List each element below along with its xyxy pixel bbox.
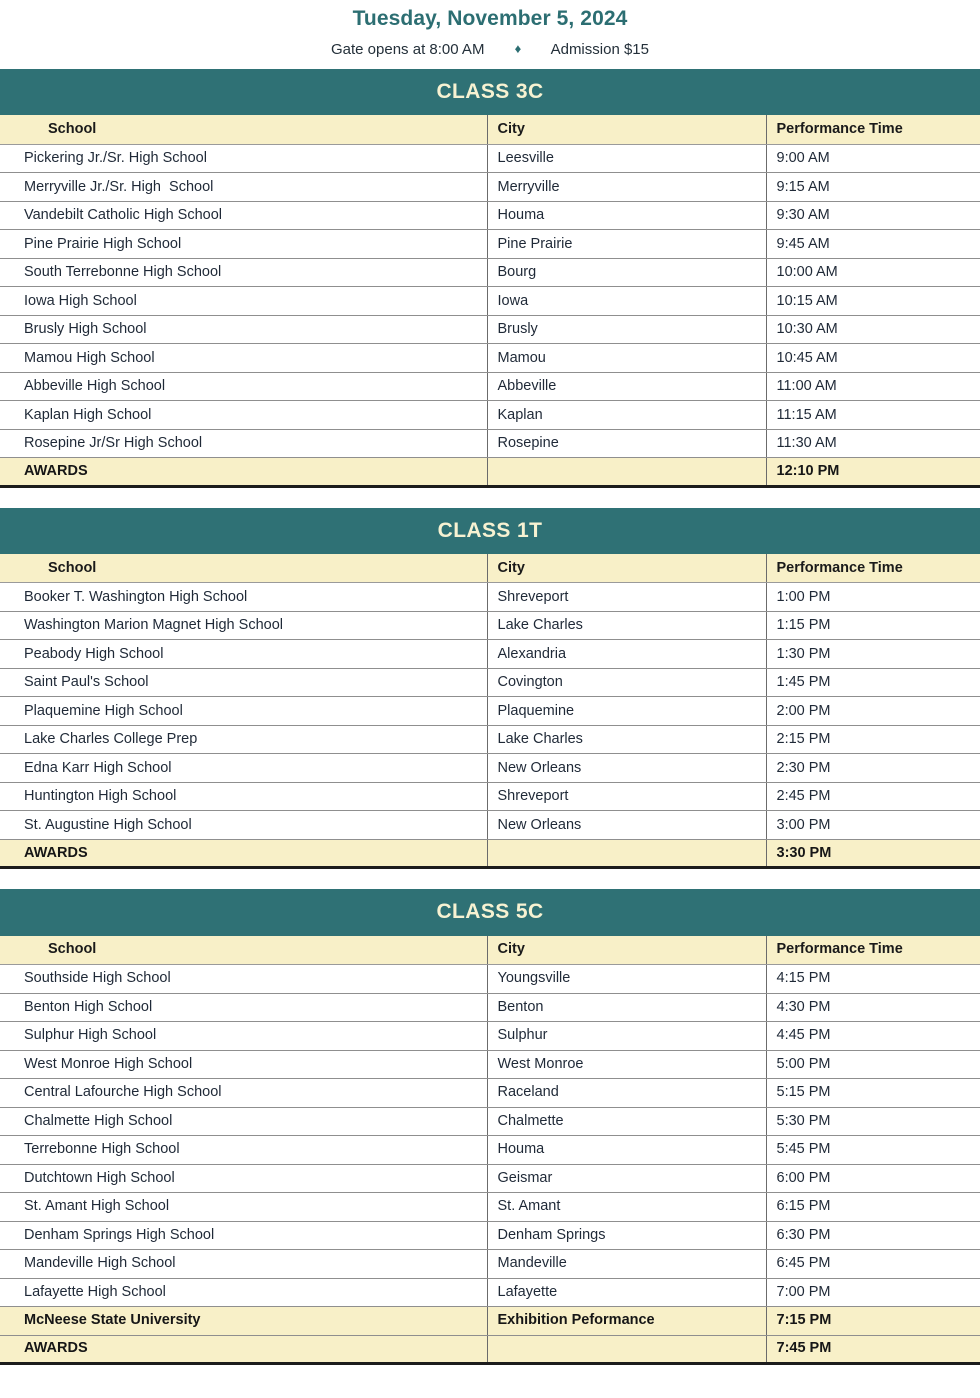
cell-performance-time (766, 1335, 980, 1364)
cell-city (487, 965, 766, 994)
column-header-city (487, 115, 766, 144)
cell-school (0, 583, 487, 612)
cell-performance-time-text: 3:00 PM (776, 816, 831, 833)
cell-city (487, 429, 766, 458)
cell-city (487, 1022, 766, 1051)
class-section (0, 69, 980, 488)
cell-school-text: McNeese State University (24, 1312, 201, 1329)
table-row (0, 640, 980, 669)
cell-performance-time-text: 10:00 AM (776, 264, 838, 281)
cell-performance-time-text: 2:00 PM (776, 702, 831, 719)
cell-school (0, 315, 487, 344)
cell-city (487, 668, 766, 697)
cell-performance-time (766, 668, 980, 697)
table-row (0, 429, 980, 458)
column-header-city-label: City (497, 121, 525, 138)
cell-performance-time (766, 1221, 980, 1250)
cell-city (487, 230, 766, 259)
gate-open-info: Gate opens at 8:00 AM (331, 41, 485, 59)
cell-performance-time (766, 725, 980, 754)
cell-performance-time (766, 1278, 980, 1307)
cell-school-text: Pine Prairie High School (24, 235, 182, 252)
cell-school-text: Mamou High School (24, 349, 155, 366)
column-header-performance-time-label: Performance Time (776, 121, 903, 138)
table-row (0, 173, 980, 202)
cell-school (0, 1022, 487, 1051)
cell-city (487, 839, 766, 868)
table-row (0, 811, 980, 840)
cell-performance-time-text: 6:15 PM (776, 1198, 831, 1215)
cell-school-text: Southside High School (24, 970, 171, 987)
column-header-school-label: School (48, 941, 97, 958)
cell-performance-time-text: 2:45 PM (776, 788, 831, 805)
column-header-school (0, 554, 487, 583)
cell-performance-time-text: 1:00 PM (776, 588, 831, 605)
cell-performance-time (766, 429, 980, 458)
cell-performance-time (766, 230, 980, 259)
column-header-performance-time-label: Performance Time (776, 559, 903, 576)
cell-school (0, 1107, 487, 1136)
cell-city (487, 201, 766, 230)
cell-school-text: Merryville Jr./Sr. High School (24, 178, 214, 195)
column-header-school (0, 936, 487, 965)
cell-school-text: Iowa High School (24, 292, 137, 309)
cell-performance-time (766, 583, 980, 612)
cell-city (487, 401, 766, 430)
cell-school-text: Benton High School (24, 998, 153, 1015)
column-header-city-label: City (497, 941, 525, 958)
table-row (0, 1221, 980, 1250)
cell-performance-time-text: 9:00 AM (776, 150, 830, 167)
cell-performance-time (766, 1307, 980, 1336)
table-row (0, 839, 980, 868)
cell-school (0, 697, 487, 726)
cell-performance-time (766, 287, 980, 316)
cell-performance-time (766, 1164, 980, 1193)
cell-performance-time (766, 1022, 980, 1051)
table-row (0, 1193, 980, 1222)
column-header-school (0, 115, 487, 144)
cell-city-text: West Monroe (497, 1055, 584, 1072)
cell-city (487, 287, 766, 316)
cell-performance-time (766, 1193, 980, 1222)
cell-city-text: Plaquemine (497, 702, 575, 719)
table-row (0, 1079, 980, 1108)
cell-performance-time-text: 10:15 AM (776, 292, 838, 309)
cell-school-text: Saint Paul's School (24, 674, 149, 691)
table-row (0, 1107, 980, 1136)
table-row (0, 1278, 980, 1307)
cell-city (487, 1164, 766, 1193)
diamond-separator-icon: ♦ (514, 41, 522, 57)
cell-city-text: Geismar (497, 1169, 553, 1186)
cell-city (487, 1193, 766, 1222)
cell-performance-time-text: 1:45 PM (776, 674, 831, 691)
cell-performance-time-text: 6:30 PM (776, 1226, 831, 1243)
cell-performance-time-text: 12:10 PM (776, 463, 840, 480)
cell-school-text: Washington Marion Magnet High School (24, 617, 283, 634)
cell-performance-time-text: 6:00 PM (776, 1169, 831, 1186)
cell-city-text: Kaplan (497, 406, 543, 423)
schedule-table (0, 936, 980, 1366)
cell-performance-time-text: 9:15 AM (776, 178, 830, 195)
cell-performance-time (766, 1050, 980, 1079)
table-row (0, 1022, 980, 1051)
cell-city-text: Covington (497, 674, 563, 691)
cell-school-text: Dutchtown High School (24, 1169, 175, 1186)
table-row (0, 583, 980, 612)
table-row (0, 315, 980, 344)
cell-city-text: Iowa (497, 292, 529, 309)
cell-school (0, 230, 487, 259)
cell-city (487, 1050, 766, 1079)
cell-performance-time (766, 1107, 980, 1136)
cell-school (0, 640, 487, 669)
cell-performance-time-text: 7:15 PM (776, 1312, 832, 1329)
cell-city (487, 1250, 766, 1279)
class-title-banner: CLASS 3C (0, 69, 980, 115)
table-row (0, 782, 980, 811)
cell-school (0, 1307, 487, 1336)
table-row (0, 258, 980, 287)
cell-performance-time (766, 640, 980, 669)
cell-city-text: Lafayette (497, 1283, 558, 1300)
cell-school-text: Huntington High School (24, 788, 177, 805)
cell-school-text: Edna Karr High School (24, 759, 172, 776)
cell-city (487, 1278, 766, 1307)
cell-city-text: Denham Springs (497, 1226, 606, 1243)
cell-school-text: Booker T. Washington High School (24, 588, 248, 605)
cell-city (487, 1221, 766, 1250)
cell-city-text: Merryville (497, 178, 560, 195)
cell-city-text: Houma (497, 1141, 545, 1158)
cell-city (487, 640, 766, 669)
column-header-city (487, 554, 766, 583)
cell-city-text: New Orleans (497, 816, 582, 833)
cell-city (487, 1335, 766, 1364)
cell-city (487, 583, 766, 612)
table-row (0, 144, 980, 173)
event-date: Tuesday, November 5, 2024 (352, 7, 628, 30)
cell-performance-time (766, 201, 980, 230)
admission-price: Admission $15 (550, 41, 649, 59)
cell-city (487, 611, 766, 640)
cell-performance-time (766, 782, 980, 811)
cell-city-text: Exhibition Peformance (497, 1312, 655, 1329)
cell-city (487, 144, 766, 173)
cell-school-text: West Monroe High School (24, 1055, 193, 1072)
column-header-performance-time (766, 936, 980, 965)
cell-school (0, 287, 487, 316)
cell-school (0, 1193, 487, 1222)
cell-school (0, 429, 487, 458)
cell-performance-time-text: 1:15 PM (776, 617, 831, 634)
cell-school (0, 1278, 487, 1307)
column-header-city (487, 936, 766, 965)
cell-school (0, 965, 487, 994)
cell-city-text: New Orleans (497, 759, 582, 776)
cell-city-text: Shreveport (497, 588, 569, 605)
cell-school-text: Sulphur High School (24, 1027, 157, 1044)
cell-city-text: Bourg (497, 264, 537, 281)
cell-performance-time (766, 839, 980, 868)
cell-school-text: South Terrebonne High School (24, 264, 222, 281)
cell-school-text: Central Lafourche High School (24, 1084, 222, 1101)
cell-performance-time-text: 5:00 PM (776, 1055, 831, 1072)
cell-city (487, 1307, 766, 1336)
cell-performance-time (766, 173, 980, 202)
cell-school-text: Abbeville High School (24, 378, 166, 395)
cell-school-text: St. Amant High School (24, 1198, 170, 1215)
cell-city (487, 458, 766, 487)
cell-school (0, 372, 487, 401)
cell-school-text: Peabody High School (24, 645, 164, 662)
cell-performance-time (766, 1250, 980, 1279)
cell-school (0, 1164, 487, 1193)
cell-performance-time-text: 9:30 AM (776, 207, 830, 224)
table-row (0, 754, 980, 783)
cell-city-text: Houma (497, 207, 545, 224)
cell-city (487, 344, 766, 373)
cell-school-text: AWARDS (24, 844, 88, 861)
event-details (0, 41, 980, 59)
table-row (0, 725, 980, 754)
cell-performance-time (766, 611, 980, 640)
class-title-banner: CLASS 5C (0, 889, 980, 935)
cell-school (0, 668, 487, 697)
cell-performance-time-text: 10:30 AM (776, 321, 838, 338)
cell-school (0, 1335, 487, 1364)
cell-school-text: Lake Charles College Prep (24, 731, 198, 748)
cell-performance-time-text: 7:00 PM (776, 1283, 831, 1300)
cell-performance-time (766, 401, 980, 430)
cell-performance-time (766, 811, 980, 840)
table-header-row (0, 554, 980, 583)
cell-city-text: Lake Charles (497, 731, 583, 748)
cell-school-text: AWARDS (24, 1340, 88, 1357)
cell-school-text: Mandeville High School (24, 1255, 176, 1272)
cell-school-text: AWARDS (24, 463, 88, 480)
cell-school (0, 811, 487, 840)
cell-city-text: Rosepine (497, 435, 559, 452)
cell-performance-time (766, 258, 980, 287)
cell-school (0, 993, 487, 1022)
cell-city-text: Benton (497, 998, 544, 1015)
cell-city-text: St. Amant (497, 1198, 561, 1215)
table-row (0, 1136, 980, 1165)
cell-performance-time (766, 315, 980, 344)
column-header-school-label: School (48, 559, 97, 576)
cell-city-text: Chalmette (497, 1112, 564, 1129)
cell-school-text: St. Augustine High School (24, 816, 192, 833)
cell-school (0, 1221, 487, 1250)
cell-performance-time (766, 1079, 980, 1108)
cell-city (487, 782, 766, 811)
table-row (0, 344, 980, 373)
cell-performance-time-text: 5:30 PM (776, 1112, 831, 1129)
cell-city (487, 811, 766, 840)
cell-performance-time-text: 7:45 PM (776, 1340, 832, 1357)
cell-performance-time-text: 1:30 PM (776, 645, 831, 662)
cell-city-text: Alexandria (497, 645, 567, 662)
cell-school-text: Pickering Jr./Sr. High School (24, 150, 207, 167)
cell-city-text: Mandeville (497, 1255, 567, 1272)
document-header (0, 0, 980, 69)
table-row (0, 458, 980, 487)
cell-city (487, 315, 766, 344)
cell-city-text: Abbeville (497, 378, 557, 395)
schedule-table (0, 554, 980, 870)
class-section (0, 508, 980, 870)
cell-city-text: Leesville (497, 150, 554, 167)
cell-school (0, 725, 487, 754)
cell-school (0, 1136, 487, 1165)
cell-performance-time (766, 697, 980, 726)
cell-city (487, 258, 766, 287)
cell-performance-time-text: 2:15 PM (776, 731, 831, 748)
cell-performance-time (766, 1136, 980, 1165)
cell-school (0, 1050, 487, 1079)
cell-school (0, 754, 487, 783)
cell-performance-time-text: 4:45 PM (776, 1027, 831, 1044)
table-row (0, 611, 980, 640)
cell-city (487, 993, 766, 1022)
cell-school (0, 839, 487, 868)
cell-school-text: Chalmette High School (24, 1112, 173, 1129)
cell-school-text: Plaquemine High School (24, 702, 183, 719)
cell-performance-time-text: 11:30 AM (776, 435, 837, 452)
cell-performance-time-text: 10:45 AM (776, 349, 838, 366)
cell-city-text: Pine Prairie (497, 235, 573, 252)
cell-performance-time-text: 11:15 AM (776, 406, 837, 423)
table-row (0, 1335, 980, 1364)
cell-school (0, 201, 487, 230)
column-header-performance-time-label: Performance Time (776, 941, 903, 958)
cell-school (0, 458, 487, 487)
cell-school-text: Vandebilt Catholic High School (24, 207, 223, 224)
cell-school (0, 1250, 487, 1279)
cell-city-text: Brusly (497, 321, 538, 338)
cell-performance-time-text: 4:30 PM (776, 998, 831, 1015)
cell-school-text: Lafayette High School (24, 1283, 166, 1300)
cell-school (0, 1079, 487, 1108)
cell-performance-time (766, 965, 980, 994)
cell-performance-time-text: 5:45 PM (776, 1141, 831, 1158)
cell-city (487, 1079, 766, 1108)
column-header-performance-time (766, 554, 980, 583)
cell-school (0, 611, 487, 640)
cell-school-text: Denham Springs High School (24, 1226, 215, 1243)
table-row (0, 697, 980, 726)
cell-performance-time-text: 11:00 AM (776, 378, 837, 395)
table-header-row (0, 936, 980, 965)
cell-city (487, 1136, 766, 1165)
cell-performance-time (766, 754, 980, 783)
cell-school-text: Kaplan High School (24, 406, 152, 423)
cell-school (0, 782, 487, 811)
schedule-table (0, 115, 980, 488)
cell-school (0, 173, 487, 202)
table-row (0, 965, 980, 994)
table-row (0, 1164, 980, 1193)
class-section (0, 889, 980, 1365)
cell-city-text: Youngsville (497, 970, 571, 987)
cell-performance-time (766, 458, 980, 487)
cell-school-text: Rosepine Jr/Sr High School (24, 435, 203, 452)
table-row (0, 401, 980, 430)
cell-performance-time-text: 2:30 PM (776, 759, 831, 776)
cell-city (487, 173, 766, 202)
table-row (0, 668, 980, 697)
cell-performance-time-text: 3:30 PM (776, 844, 832, 861)
cell-city-text: Shreveport (497, 788, 569, 805)
cell-performance-time-text: 9:45 AM (776, 235, 830, 252)
cell-school (0, 144, 487, 173)
cell-performance-time-text: 4:15 PM (776, 970, 831, 987)
table-row (0, 230, 980, 259)
class-sections (0, 69, 980, 1365)
cell-city (487, 1107, 766, 1136)
cell-performance-time (766, 372, 980, 401)
cell-school-text: Brusly High School (24, 321, 147, 338)
cell-city-text: Sulphur (497, 1027, 548, 1044)
cell-performance-time (766, 144, 980, 173)
table-header-row (0, 115, 980, 144)
cell-city-text: Raceland (497, 1084, 559, 1101)
table-row (0, 1050, 980, 1079)
column-header-performance-time (766, 115, 980, 144)
cell-school (0, 258, 487, 287)
table-row (0, 1250, 980, 1279)
cell-performance-time (766, 993, 980, 1022)
cell-city-text: Lake Charles (497, 617, 583, 634)
column-header-school-label: School (48, 121, 97, 138)
cell-performance-time (766, 344, 980, 373)
cell-performance-time-text: 6:45 PM (776, 1255, 831, 1272)
cell-city-text: Mamou (497, 349, 546, 366)
cell-school (0, 344, 487, 373)
cell-city (487, 372, 766, 401)
class-title-banner: CLASS 1T (0, 508, 980, 554)
cell-city (487, 754, 766, 783)
table-row (0, 287, 980, 316)
cell-city (487, 697, 766, 726)
cell-performance-time-text: 5:15 PM (776, 1084, 831, 1101)
cell-school-text: Terrebonne High School (24, 1141, 180, 1158)
table-row (0, 372, 980, 401)
column-header-city-label: City (497, 559, 525, 576)
cell-school (0, 401, 487, 430)
cell-city (487, 725, 766, 754)
table-row (0, 1307, 980, 1336)
table-row (0, 993, 980, 1022)
table-row (0, 201, 980, 230)
